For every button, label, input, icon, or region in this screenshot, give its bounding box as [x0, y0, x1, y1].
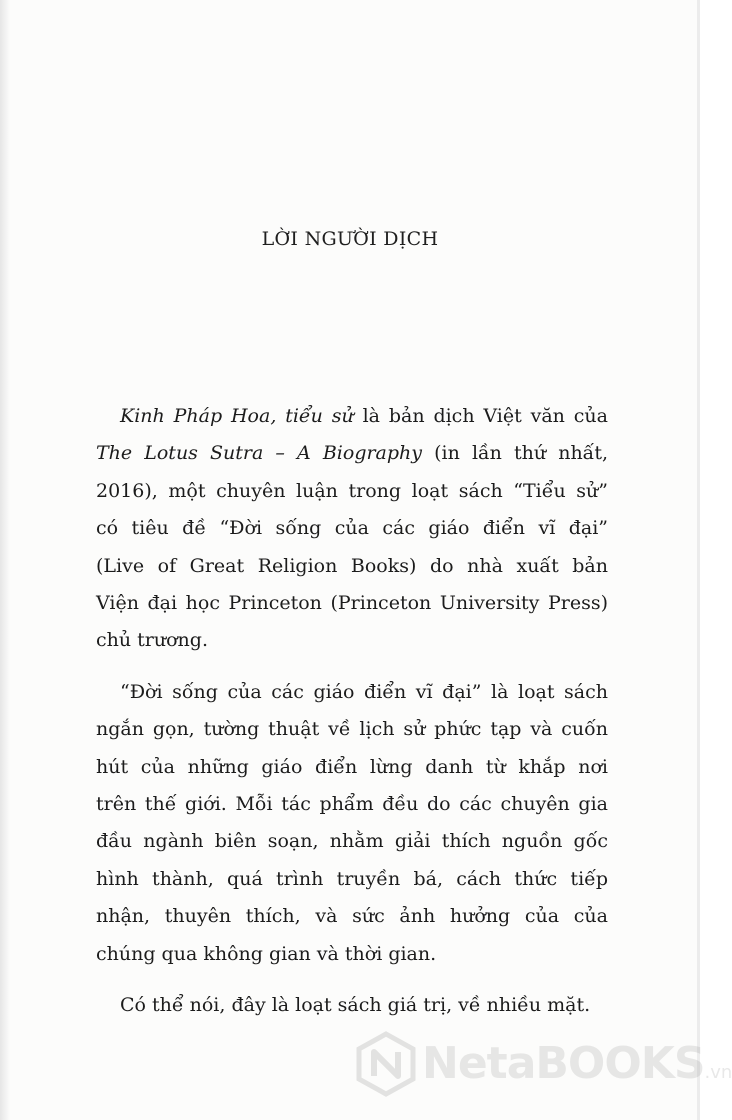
page-edge-shadow — [0, 0, 10, 1120]
text-line: hút của những giáo điển lừng danh từ khắp nơi — [96, 755, 608, 778]
text-line: Viện đại học Princeton (Princeton University Press) — [96, 592, 608, 615]
text-line: 2016), một chuyên luận trong loạt sách “Tiểu sử” — [96, 479, 608, 502]
text-line: đầu ngành biên soạn, nhằm giải thích nguồn gốc — [96, 830, 608, 853]
paragraph — [96, 987, 608, 1024]
text-line: chủ trương. — [96, 629, 208, 652]
page-title: LỜI NGƯỜI DỊCH — [261, 228, 439, 250]
text-line: trên thế giới. Mỗi tác phẩm đều do các chuyên gia — [96, 793, 608, 816]
paragraph — [96, 398, 608, 660]
line-text: là bản dịch Việt văn của — [353, 405, 608, 427]
text-line — [96, 398, 608, 435]
body-text — [96, 398, 608, 1039]
watermark — [356, 1024, 732, 1104]
text-line: (Live of Great Religion Books) do nhà xuất bản — [96, 554, 608, 577]
text-line: Có thể nói, đây là loạt sách giá trị, về nhiều mặt. — [120, 994, 591, 1017]
page-edge-right — [697, 0, 700, 1120]
watermark-brand — [422, 1038, 732, 1089]
text-line: ngắn gọn, tường thuật về lịch sử phức tạp và cuốn — [96, 718, 608, 741]
line-text: (in lần thứ nhất, — [422, 442, 609, 465]
italic-title: Kinh Pháp Hoa, tiểu sử — [120, 405, 354, 427]
text-line: có tiêu đề “Đời sống của các giáo điển vĩ đại” — [96, 517, 608, 540]
text-line: chúng qua không gian và thời gian. — [96, 942, 437, 965]
paragraph — [96, 674, 608, 973]
text-line — [96, 435, 608, 472]
neta-logo-icon — [356, 1032, 416, 1096]
text-line: nhận, thuyên thích, và sức ảnh hưởng của của — [96, 905, 608, 928]
watermark-brand-name: NetaBOOKS — [422, 1038, 705, 1089]
text-line: “Đời sống của các giáo điển vĩ đại” là loạt sách — [120, 680, 608, 703]
watermark-suffix: .vn — [704, 1062, 732, 1083]
text-line: hình thành, quá trình truyền bá, cách thức tiếp — [96, 867, 608, 890]
italic-title: The Lotus Sutra – A Biography — [96, 442, 423, 465]
